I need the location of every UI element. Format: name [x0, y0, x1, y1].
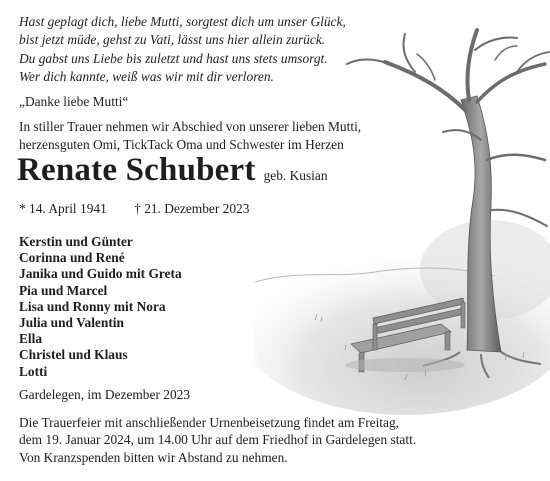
deceased-name: Renate Schubert: [17, 152, 256, 188]
mourners-list: [19, 234, 182, 380]
mourner-entry: Christel und Klaus: [19, 347, 128, 363]
intro-line: In stiller Trauer nehmen wir Abschied von unserer lieben Mutti,: [19, 119, 362, 134]
funeral-line: dem 19. Januar 2024, um 14.00 Uhr auf dem Friedhof in Gardelegen statt.: [19, 432, 417, 448]
mourner-entry: Janika und Guido mit Greta: [19, 266, 182, 282]
birth-date: * 14. April 1941: [19, 201, 107, 216]
death-date: † 21. Dezember 2023: [134, 201, 250, 216]
mourner-entry: Kerstin und Günter: [19, 234, 133, 249]
intro-line: herzensguten Omi, TickTack Oma und Schwester im Herzen: [19, 137, 344, 152]
mourner-entry: Lotti: [19, 363, 48, 379]
poem-line: Wer dich kannte, weiß was wir mit dir verloren.: [19, 69, 274, 85]
poem-line: Hast geplagt dich, liebe Mutti, sorgtest dich um unser Glück,: [19, 14, 346, 29]
funeral-line: Die Trauerfeier mit anschließender Urnenbeisetzung findet am Freitag,: [19, 415, 400, 430]
mourner-entry: Julia und Valentin: [19, 315, 124, 331]
thank-you-quote: „Danke liebe Mutti“: [19, 94, 129, 109]
place-and-date: Gardelegen, im Dezember 2023: [19, 387, 191, 402]
mourner-entry: Corinna und René: [19, 250, 125, 266]
memorial-poem: [19, 13, 399, 87]
farewell-intro: [19, 118, 361, 154]
maiden-name: geb. Kusian: [263, 168, 328, 183]
funeral-line: Von Kranzspenden bitten wir Abstand zu nehmen.: [19, 449, 288, 465]
mourner-entry: Pia und Marcel: [19, 282, 108, 298]
mourner-entry: Ella: [19, 331, 43, 347]
funeral-details: [19, 414, 416, 466]
deceased-heading: [17, 152, 328, 189]
poem-line: Du gabst uns Liebe bis zuletzt und hast uns stets umsorgt.: [19, 50, 328, 66]
poem-line: bist jetzt müde, gehst zu Vati, lässt uns hier allein zurück.: [19, 32, 326, 48]
mourner-entry: Lisa und Ronny mit Nora: [19, 298, 166, 314]
life-dates: [19, 201, 249, 217]
